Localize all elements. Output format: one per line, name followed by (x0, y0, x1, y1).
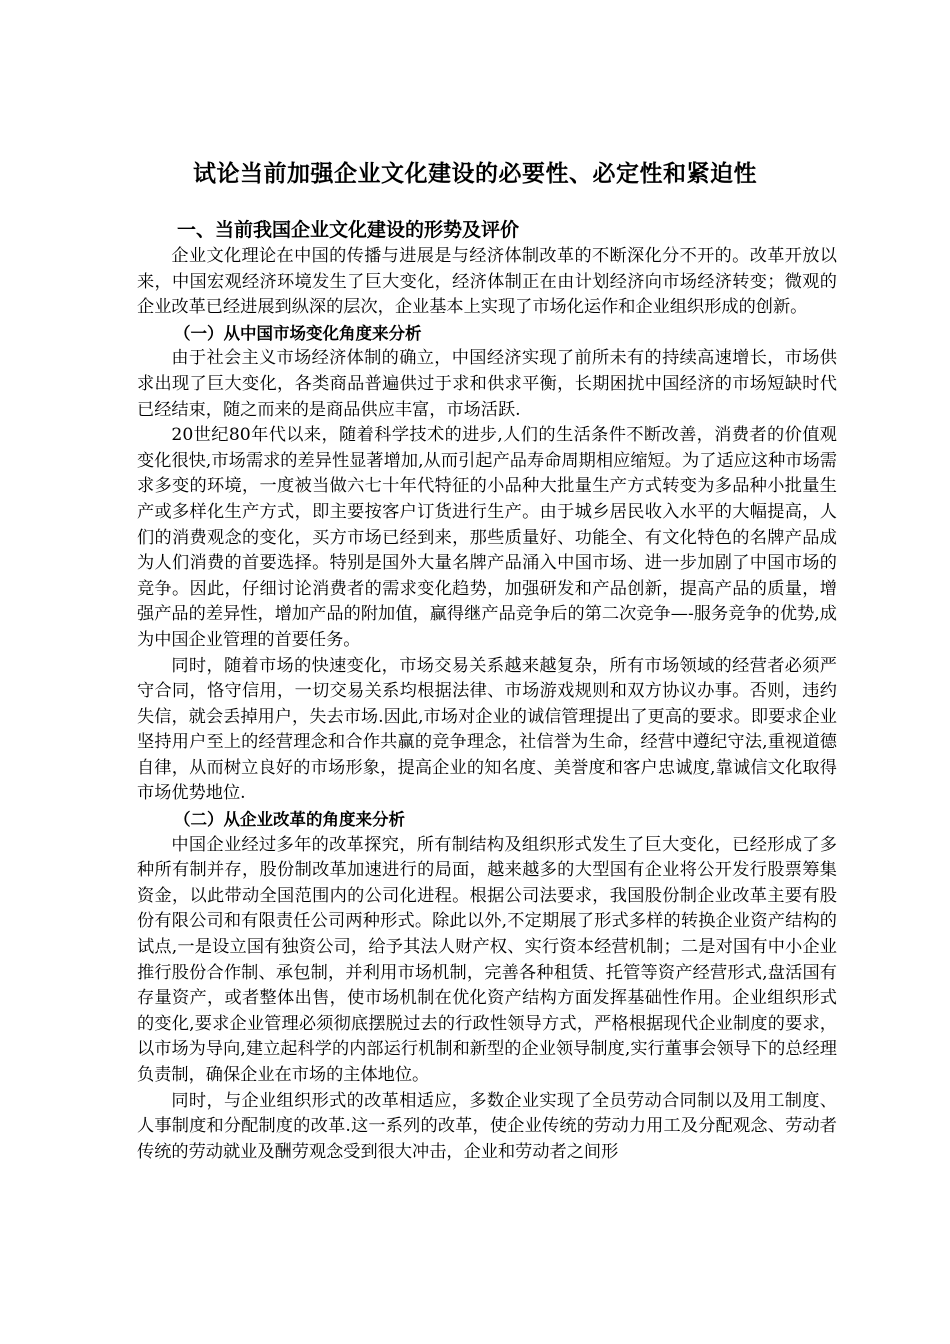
paragraph: 企业文化理论在中国的传播与进展是与经济体制改革的不断深化分不开的。改革开放以来，中国宏观经济环境发生了巨大变化，经济体制正在由计划经济向市场经济转变；微观的企业改革已经进展到纵深的层次，企业基本上实现了市场化运作和企业组织形成的创新。 (137, 246, 837, 318)
paragraph: 同时，与企业组织形式的改革相适应，多数企业实现了全员劳动合同制以及用工制度、人事制度和分配制度的改革.这一系列的改革，使企业传统的劳动力用工及分配观念、劳动者传统的劳动就业及酬劳观念受到很大冲击，企业和劳动者之间形 (137, 1090, 837, 1162)
subsection-heading: （二）从企业改革的角度来分析 (174, 810, 405, 830)
paragraph: 同时，随着市场的快速变化，市场交易关系越来越复杂，所有市场领域的经营者必须严守合同，恪守信用，一切交易关系均根据法律、市场游戏规则和双方协议办事。否则，违约失信，就会丢掉用户，失去市场.因此,市场对企业的诚信管理提出了更高的要求。即要求企业坚持用户至上的经营理念和合作共赢的竞争理念，社信誉为生命，经营中遵纪守法,重视道德自律，从而树立良好的市场形象，提高企业的知名度、美誉度和客户忠诚度,靠诚信文化取得市场优势地位. (137, 655, 837, 804)
paragraph: 由于社会主义市场经济体制的确立，中国经济实现了前所未有的持续高速增长，市场供求出现了巨大变化，各类商品普遍供过于求和供求平衡，长期困扰中国经济的市场短缺时代已经结束，随之而来的是商品供应丰富，市场活跃. (137, 348, 837, 420)
paragraph: 中国企业经过多年的改革探究，所有制结构及组织形式发生了巨大变化，已经形成了多种所有制并存，股份制改革加速进行的局面，越来越多的大型国有企业将公开发行股票筹集资金，以此带动全国范围内的公司化进程。根据公司法要求，我国股份制企业改革主要有股份有限公司和有限责任公司两种形式。除此以外,不定期展了形式多样的转换企业资产结构的试点,一是设立国有独资公司，给予其法人财产权、实行资本经营机制；二是对国有中小企业推行股份合作制、承包制，并利用市场机制，完善各种租赁、托管等资产经营形式,盘活国有存量资产，或者整体出售，使市场机制在优化资产结构方面发挥基础性作用。企业组织形式的变化,要求企业管理必须彻底摆脱过去的行政性领导方式，严格根据现代企业制度的要求，以市场为导向,建立起科学的内部运行机制和新型的企业领导制度,实行董事会领导下的总经理负责制，确保企业在市场的主体地位。 (137, 834, 837, 1085)
paragraph: 20世纪80年代以来，随着科学技术的进步,人们的生活条件不断改善，消费者的价值观变化很快,市场需求的差异性显著增加,从而引起产品寿命周期相应缩短。为了适应这种市场需求多变的环境，一度被当做六七十年代特征的小品种大批量生产方式转变为多品种小批量生产或多样化生产方式，即主要按客户订货进行生产。由于城乡居民收入水平的大幅提高，人们的消费观念的变化，买方市场已经到来，那些质量好、功能全、有文化特色的名牌产品成为人们消费的首要选择。特别是国外大量名牌产品涌入中国市场、进一步加剧了中国市场的竞争。因此，仔细讨论消费者的需求变化趋势，加强研发和产品创新，提高产品的质量，增强产品的差异性，增加产品的附加值，赢得继产品竞争后的第二次竞争—-服务竞争的优势,成为中国企业管理的首要任务。 (137, 425, 837, 650)
section-heading: 一、当前我国企业文化建设的形势及评价 (177, 219, 520, 241)
subsection-heading: （一）从中国市场变化角度来分析 (174, 323, 422, 343)
document-body (137, 216, 837, 1165)
document-title: 试论当前加强企业文化建设的必要性、必定性和紧迫性 (193, 160, 757, 187)
